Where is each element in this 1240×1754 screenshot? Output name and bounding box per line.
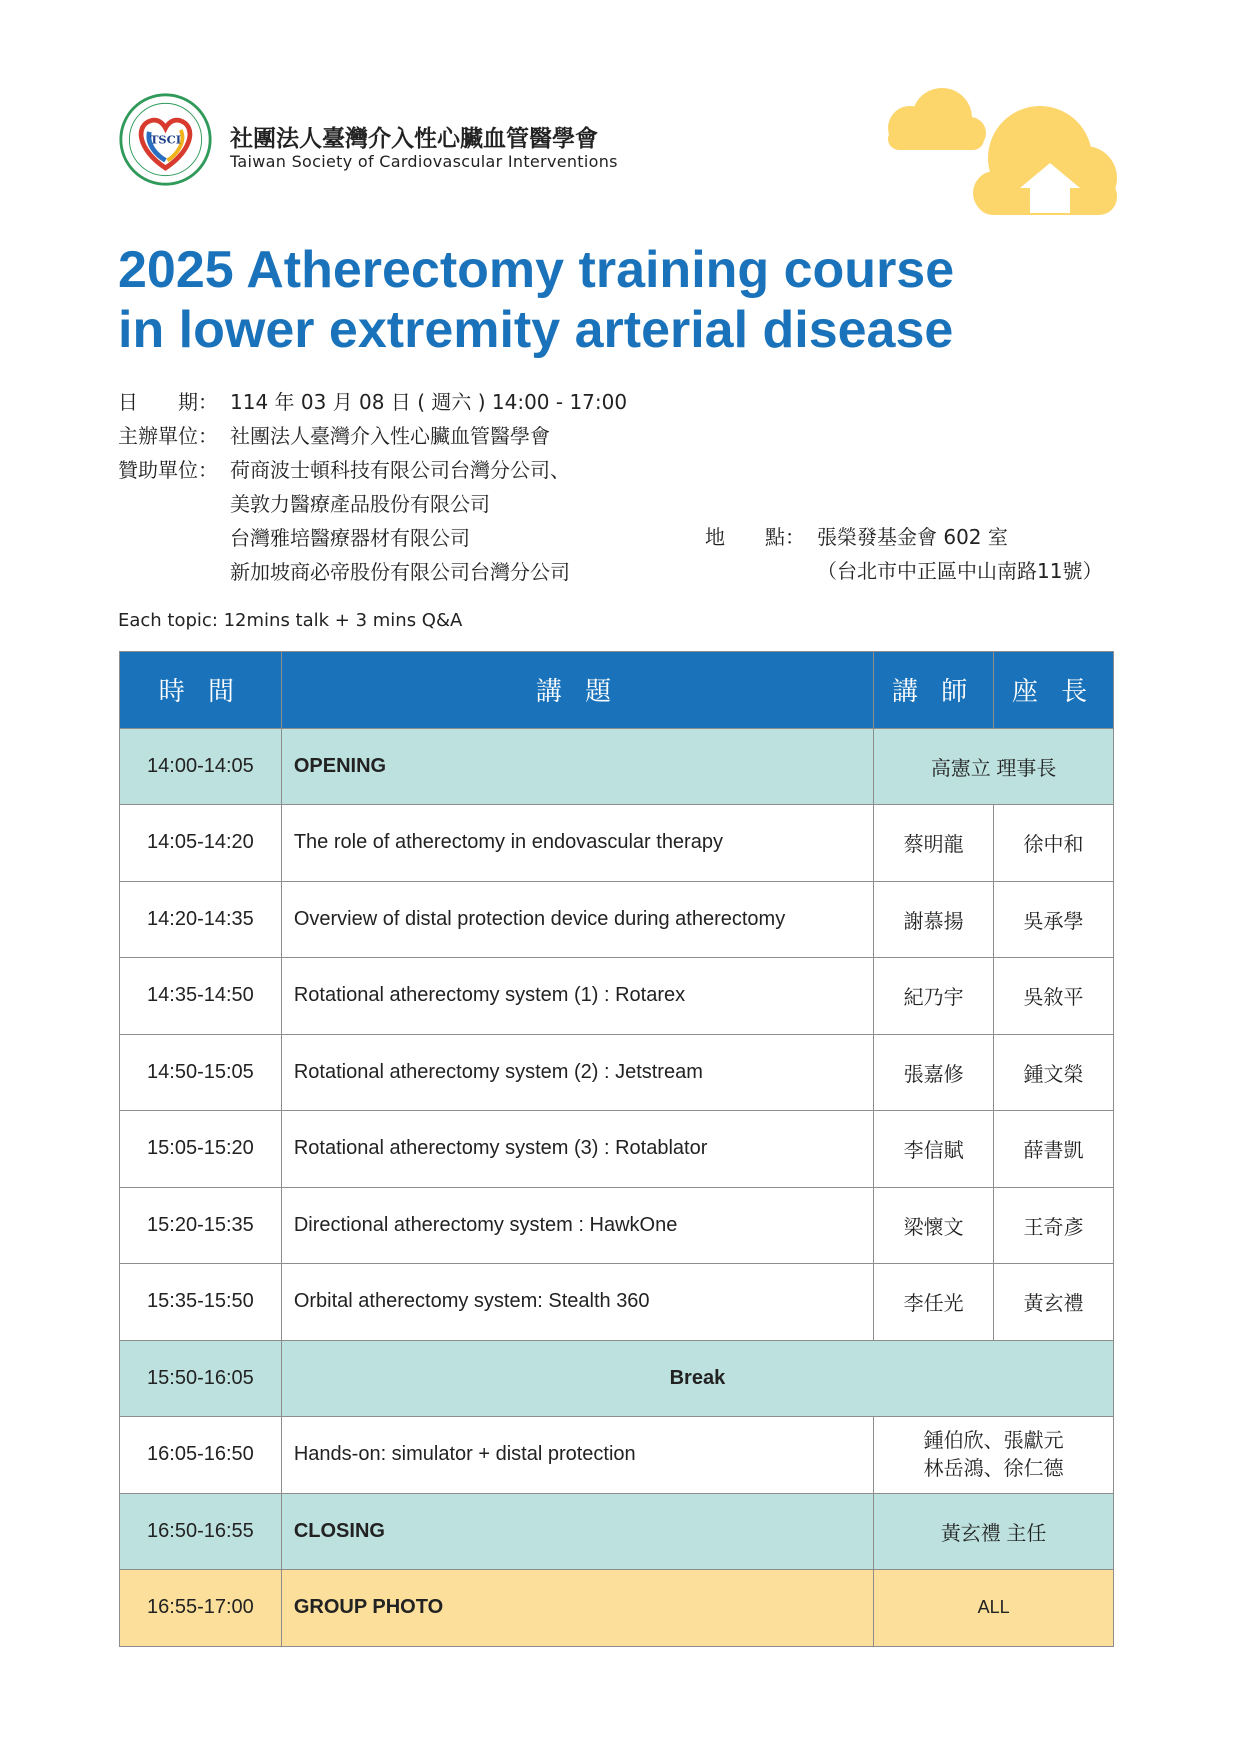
row-speaker: 蔡明龍: [874, 805, 994, 882]
row-topic: GROUP PHOTO: [281, 1570, 873, 1647]
title-line-2: in lower extremity arterial disease: [118, 301, 954, 359]
row-topic: Rotational atherectomy system (1) : Rotarex: [281, 958, 873, 1035]
row-time: 14:20-14:35: [120, 881, 282, 958]
header-topic: 講 題: [281, 652, 873, 729]
sponsor-item: 台灣雅培醫療器材有限公司: [230, 526, 470, 550]
instructors-line-2: 林岳鴻、徐仁德: [923, 1457, 1064, 1480]
date-value: 114 年 03 月 08 日 ( 週六 ) 14:00 - 17:00: [230, 390, 628, 414]
date-label: 日 期：: [118, 390, 218, 414]
row-speaker: 李任光: [874, 1264, 994, 1341]
sponsor-item: 荷商波士頓科技有限公司台灣分公司、: [230, 458, 570, 482]
row-time: 15:20-15:35: [120, 1187, 282, 1264]
row-chair: 徐中和: [994, 805, 1114, 882]
instructors-line-1: 鍾伯欣、張獻元: [923, 1429, 1064, 1452]
row-topic: Directional atherectomy system : HawkOne: [281, 1187, 873, 1264]
table-row: [120, 1570, 1114, 1647]
row-topic: Rotational atherectomy system (3) : Rotablator: [281, 1111, 873, 1188]
table-row: [120, 1493, 1114, 1570]
row-topic: Hands-on: simulator + distal protection: [281, 1417, 873, 1494]
org-header: [118, 92, 638, 192]
sponsor-row: [118, 453, 627, 487]
row-speaker: 李信賦: [874, 1111, 994, 1188]
table-header-row: [120, 652, 1114, 729]
schedule-table: [119, 651, 1114, 1647]
org-name-zh: 社團法人臺灣介入性心臟血管醫學會: [230, 126, 598, 152]
tsci-logo: [118, 92, 213, 187]
date-row: [118, 385, 627, 419]
table-row: [120, 1187, 1114, 1264]
header-speaker: 講 師: [874, 652, 994, 729]
table-row: [120, 1111, 1114, 1188]
row-time: 15:50-16:05: [120, 1340, 282, 1417]
row-host: 黃玄禮 主任: [874, 1493, 1114, 1570]
sponsor-item: 新加坡商必帝股份有限公司台灣分公司: [230, 560, 570, 584]
row-chair: 鍾文榮: [994, 1034, 1114, 1111]
location-value: 張榮發基金會 602 室: [817, 525, 1008, 549]
row-break: Break: [281, 1340, 1113, 1417]
location-label: 地 點：: [705, 525, 805, 549]
location-row: [705, 520, 1102, 554]
row-time: 15:05-15:20: [120, 1111, 282, 1188]
row-time: 14:00-14:05: [120, 728, 282, 805]
cloud-home-icon: [880, 88, 1180, 228]
table-row: [120, 1417, 1114, 1494]
row-chair: 吳承學: [994, 881, 1114, 958]
row-topic: The role of atherectomy in endovascular therapy: [281, 805, 873, 882]
row-participants: ALL: [874, 1570, 1114, 1647]
event-info: [118, 385, 627, 589]
host-value: 社團法人臺灣介入性心臟血管醫學會: [230, 424, 550, 448]
sponsor-item: 美敦力醫療產品股份有限公司: [230, 492, 490, 516]
sponsor-label: 贊助單位：: [118, 458, 218, 482]
row-chair: 薛書凱: [994, 1111, 1114, 1188]
svg-text:TSCI: TSCI: [149, 132, 182, 147]
row-topic: OPENING: [281, 728, 873, 805]
row-speaker: 張嘉修: [874, 1034, 994, 1111]
row-topic: Rotational atherectomy system (2) : Jetstream: [281, 1034, 873, 1111]
row-speaker: 梁懷文: [874, 1187, 994, 1264]
row-chair: 吳敘平: [994, 958, 1114, 1035]
row-instructors: [874, 1417, 1114, 1494]
location-address: （台北市中正區中山南路11號）: [817, 559, 1103, 583]
table-row: [120, 958, 1114, 1035]
topic-note: Each topic: 12mins talk + 3 mins Q&A: [118, 610, 463, 631]
row-time: 14:35-14:50: [120, 958, 282, 1035]
table-row: [120, 728, 1114, 805]
row-topic: Orbital atherectomy system: Stealth 360: [281, 1264, 873, 1341]
table-row: [120, 805, 1114, 882]
row-time: 14:50-15:05: [120, 1034, 282, 1111]
row-topic: CLOSING: [281, 1493, 873, 1570]
row-speaker: 紀乃宇: [874, 958, 994, 1035]
location-info: [705, 520, 1102, 588]
row-chair: 王奇彥: [994, 1187, 1114, 1264]
row-time: 16:50-16:55: [120, 1493, 282, 1570]
header-time: 時 間: [120, 652, 282, 729]
row-time: 14:05-14:20: [120, 805, 282, 882]
header-chair: 座 長: [994, 652, 1114, 729]
row-time: 15:35-15:50: [120, 1264, 282, 1341]
table-row: [120, 881, 1114, 958]
table-row: [120, 1034, 1114, 1111]
table-row: [120, 1340, 1114, 1417]
row-time: 16:05-16:50: [120, 1417, 282, 1494]
page-title: [118, 240, 1118, 360]
org-name-en: Taiwan Society of Cardiovascular Interventions: [230, 152, 618, 171]
row-topic: Overview of distal protection device during atherectomy: [281, 881, 873, 958]
row-speaker: 謝慕揚: [874, 881, 994, 958]
title-line-1: 2025 Atherectomy training course: [118, 241, 955, 299]
table-row: [120, 1264, 1114, 1341]
host-row: [118, 419, 627, 453]
host-label: 主辦單位：: [118, 424, 218, 448]
row-chair: 黃玄禮: [994, 1264, 1114, 1341]
row-time: 16:55-17:00: [120, 1570, 282, 1647]
row-host: 高憲立 理事長: [874, 728, 1114, 805]
